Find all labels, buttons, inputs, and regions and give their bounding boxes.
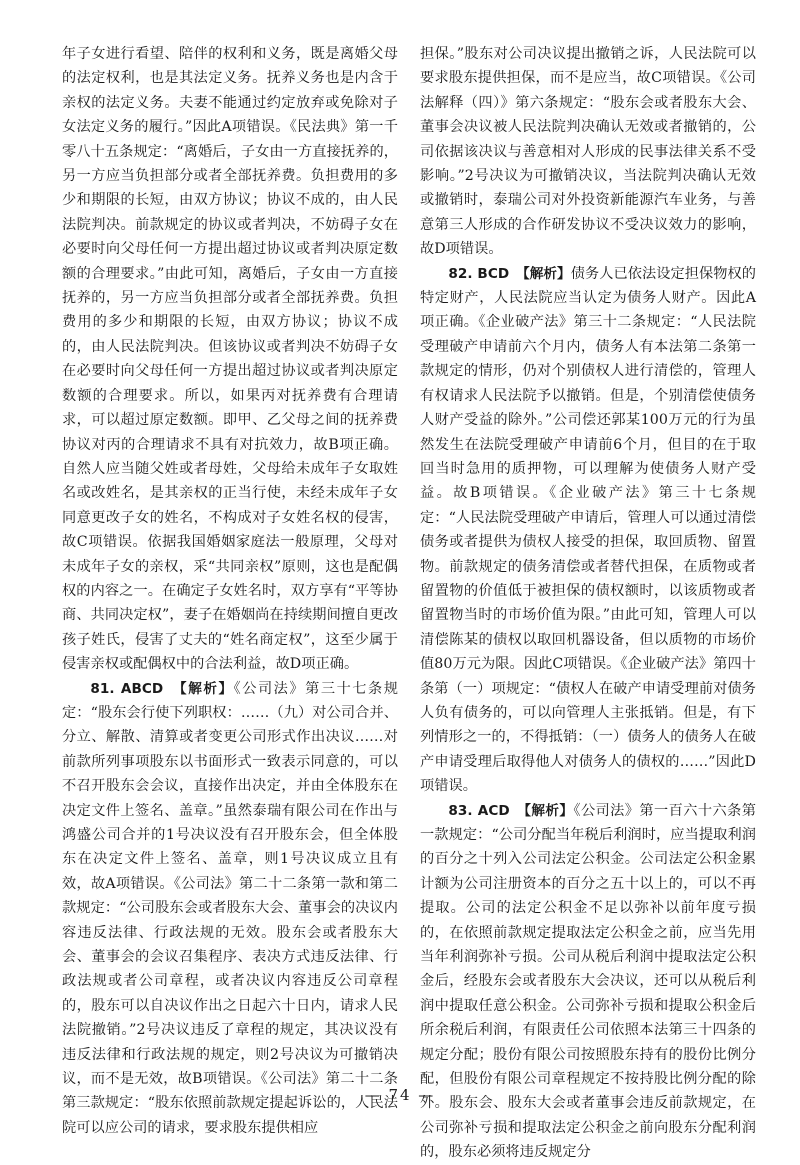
paragraph-q80-continuation: 年子女进行看望、陪伴的权利和义务，既是离婚父母的法定权利，也是其法定义务。抚养义务也是内含于亲权的法定义务。夫妻不能通过约定放弃或免除对子女法定义务的履行。”因此A项错误。《民法典》第一千零八十五条规定：“离婚后，子女由一方直接抚养的，另一方应当负担部分或者全部抚养费。负担费用的多少和期限的长短，由双方协议；协议不成的，由人民法院判决。前款规定的协议或者判决，不妨碍子女在必要时向父母任何一方提出超过协议或者判决原定数额的合理要求。”由此可知，离婚后，子女由一方直接抚养的，另一方应当负担部分或者全部抚养费。负担费用的多少和期限的长短，由双方协议；协议不成的，由人民法院判决。但该协议或者判决不妨碍子女在必要时向父母任何一方提出超过协议或者判决原定数额的合理要求。所以，如果丙对抚养费有合理请求，可以超过原定数额。即甲、乙父母之间的抚养费协议对丙的合理请求不具有对抗效力，故B项正确。自然人应当随父姓或者母姓，父母给未成年子女取姓名或改姓名，是其亲权的正当行使，未经未成年子女同意更改子女的姓名，不构成对子女姓名权的侵害，故C项错误。依据我国婚姻家庭法一般原理，父母对未成年子女的亲权，采“共同亲权”原则，这也是配偶权的内容之一。在确定子女姓名时，双方享有“平等协商、共同决定权”，妻子在婚姻尚在持续期间擅自更改孩子姓氏，侵害了丈夫的“姓名商定权”，这至少属于侵害亲权或配偶权中的合法利益，故D项正确。 xyxy=(62,46,398,673)
paragraph-q83 xyxy=(420,799,756,1165)
right-column xyxy=(420,42,756,1165)
question-82-analysis: 债务人已依法设定担保物权的特定财产，人民法院应当认定为债务人财产。因此A项正确。《企业破产法》第三十二条规定：“人民法院受理破产申请前六个月内，债务人有本法第二条第一款规定的情形，仍对个别债权人进行清偿的，管理人有权请求人民法院予以撤销。但是，个别清偿使债务人财产受益的除外。”公司偿还郭某100万元的行为虽然发生在法院受理破产申请前6个月，但目的在于取回当时急用的质押物，可以理解为使债务人财产受益。故B项错误。《企业破产法》第三十七条规定：“人民法院受理破产申请后，管理人可以通过清偿债务或者提供为债权人接受的担保，取回质物、留置物。前款规定的债务清偿或者替代担保，在质物或者留置物的价值低于被担保的债权额时，以该质物或者留置物当时的市场价值为限。”由此可知，管理人可以清偿陈某的债权以取回机器设备，但以质物的市场价值80万元为限。因此C项错误。《企业破产法》第四十条第（一）项规定：“债权人在破产申请受理前对债务人负有债务的，可以向管理人主张抵销。但是，有下列情形之一的，不得抵销：（一）债务人的债务人在破产申请受理后取得他人对债务人的债权的……”因此D项错误。 xyxy=(420,265,756,795)
question-81-heading: 81. ABCD 【解析】 xyxy=(90,680,234,697)
paragraph-q81 xyxy=(62,677,398,1141)
question-81-analysis: 《公司法》第三十七条规定：“股东会行使下列职权：……（九）对公司合并、分立、解散、清算或者变更公司形式作出决议……对前款所列事项股东以书面形式一致表示同意的，可以不召开股东会会议，直接作出决定，并由全体股东在决定文件上签名、盖章。”虽然泰瑞有限公司在作出与鸿盛公司合并的1号决议没有召开股东会，但全体股东在决定文件上签名、盖章，则1号决议成立且有效，故A项错误。《公司法》第二十二条第一款和第二款规定：“公司股东会或者股东大会、董事会的决议内容违反法律、行政法规的无效。股东会或者股东大会、董事会的会议召集程序、表决方式违反法律、行政法规或者公司章程，或者决议内容违反公司章程的，股东可以自决议作出之日起六十日内，请求人民法院撤销。”2号决议违反了章程的规定，其决议没有违反法律和行政法规的规定，则2号决议为可撤销决议，而不是无效，故B项错误。《公司法》第二十二条第三款规定：“股东依照前款规定提起诉讼的，人民法院可以应公司的请求，要求股东提供相应 xyxy=(62,680,398,1136)
question-83-heading: 83. ACD 【解析】 xyxy=(448,802,574,819)
paragraph-q82 xyxy=(420,262,756,799)
paragraph-q81-continuation: 担保。”股东对公司决议提出撤销之诉，人民法院可以要求股东提供担保，而不是应当，故C项错误。《公司法解释（四）》第六条规定：“股东会或者股东大会、董事会决议被人民法院判决确认无效或者撤销的，公司依据该决议与善意相对人形成的民事法律关系不受影响。”2号决议为可撤销决议，当法院判决确认无效或撤销时，泰瑞公司对外投资新能源汽车业务，与善意第三人形成的合作研发协议不受决议效力的影响，故D项错误。 xyxy=(420,46,756,258)
left-column xyxy=(62,42,398,1140)
page-number: — 74 — xyxy=(364,1086,436,1104)
question-82-heading: 82. BCD 【解析】 xyxy=(448,265,571,282)
question-83-analysis: 《公司法》第一百六十六条第一款规定：“公司分配当年税后利润时，应当提取利润的百分之十列入公司法定公积金。公司法定公积金累计额为公司注册资本的百分之五十以上的，可以不再提取。公司的法定公积金不足以弥补以前年度亏损的，在依照前款规定提取法定公积金之前，应当先用当年利润弥补亏损。公司从税后利润中提取法定公积金后，经股东会或者股东大会决议，还可以从税后利润中提取任意公积金。公司弥补亏损和提取公积金后所余税后利润，有限责任公司依照本法第三十四条的规定分配；股份有限公司按照股东持有的股份比例分配，但股份有限公司章程规定不按持股比例分配的除外。股东会、股东大会或者董事会违反前款规定，在公司弥补亏损和提取法定公积金之前向股东分配利润的，股东必须将违反规定分 xyxy=(420,802,756,1161)
